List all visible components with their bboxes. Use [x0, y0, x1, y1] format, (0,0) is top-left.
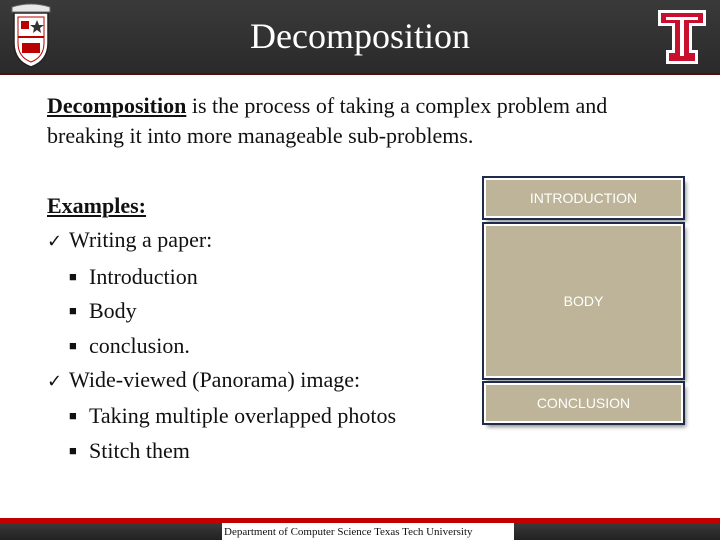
conclusion-box: CONCLUSION [484, 383, 683, 423]
slide-header [0, 0, 720, 75]
list-item: ✓ Wide-viewed (Panorama) image: [47, 363, 477, 399]
double-t-logo-icon [656, 8, 708, 66]
examples-list [47, 189, 477, 468]
checkmark-icon: ✓ [47, 371, 63, 393]
square-bullet-icon: ■ [69, 303, 77, 319]
examples-heading: Examples: [47, 193, 146, 218]
sub-list-item: ■ Taking multiple overlapped photos [47, 399, 477, 433]
definition-text: is the process of taking a complex problem and breaking it into more manageable sub-problems. [47, 93, 608, 148]
body-box: BODY [484, 224, 683, 378]
sub-list-item: ■ Stitch them [47, 434, 477, 468]
footer-text: Department of Computer Science Texas Tech University [222, 523, 514, 540]
square-bullet-icon: ■ [69, 408, 77, 424]
checkmark-icon: ✓ [47, 231, 63, 253]
introduction-box: INTRODUCTION [484, 178, 683, 218]
list-item: ✓ Writing a paper: [47, 223, 477, 259]
square-bullet-icon: ■ [69, 442, 77, 458]
sub-list-item: ■ Body [47, 294, 477, 328]
sub-list-item: ■ conclusion. [47, 329, 477, 363]
square-bullet-icon: ■ [69, 337, 77, 353]
definition-paragraph [47, 91, 687, 151]
square-bullet-icon: ■ [69, 268, 77, 284]
slide-title: Decomposition [250, 16, 470, 56]
sub-list-item: ■ Introduction [47, 260, 477, 294]
definition-term: Decomposition [47, 93, 187, 118]
